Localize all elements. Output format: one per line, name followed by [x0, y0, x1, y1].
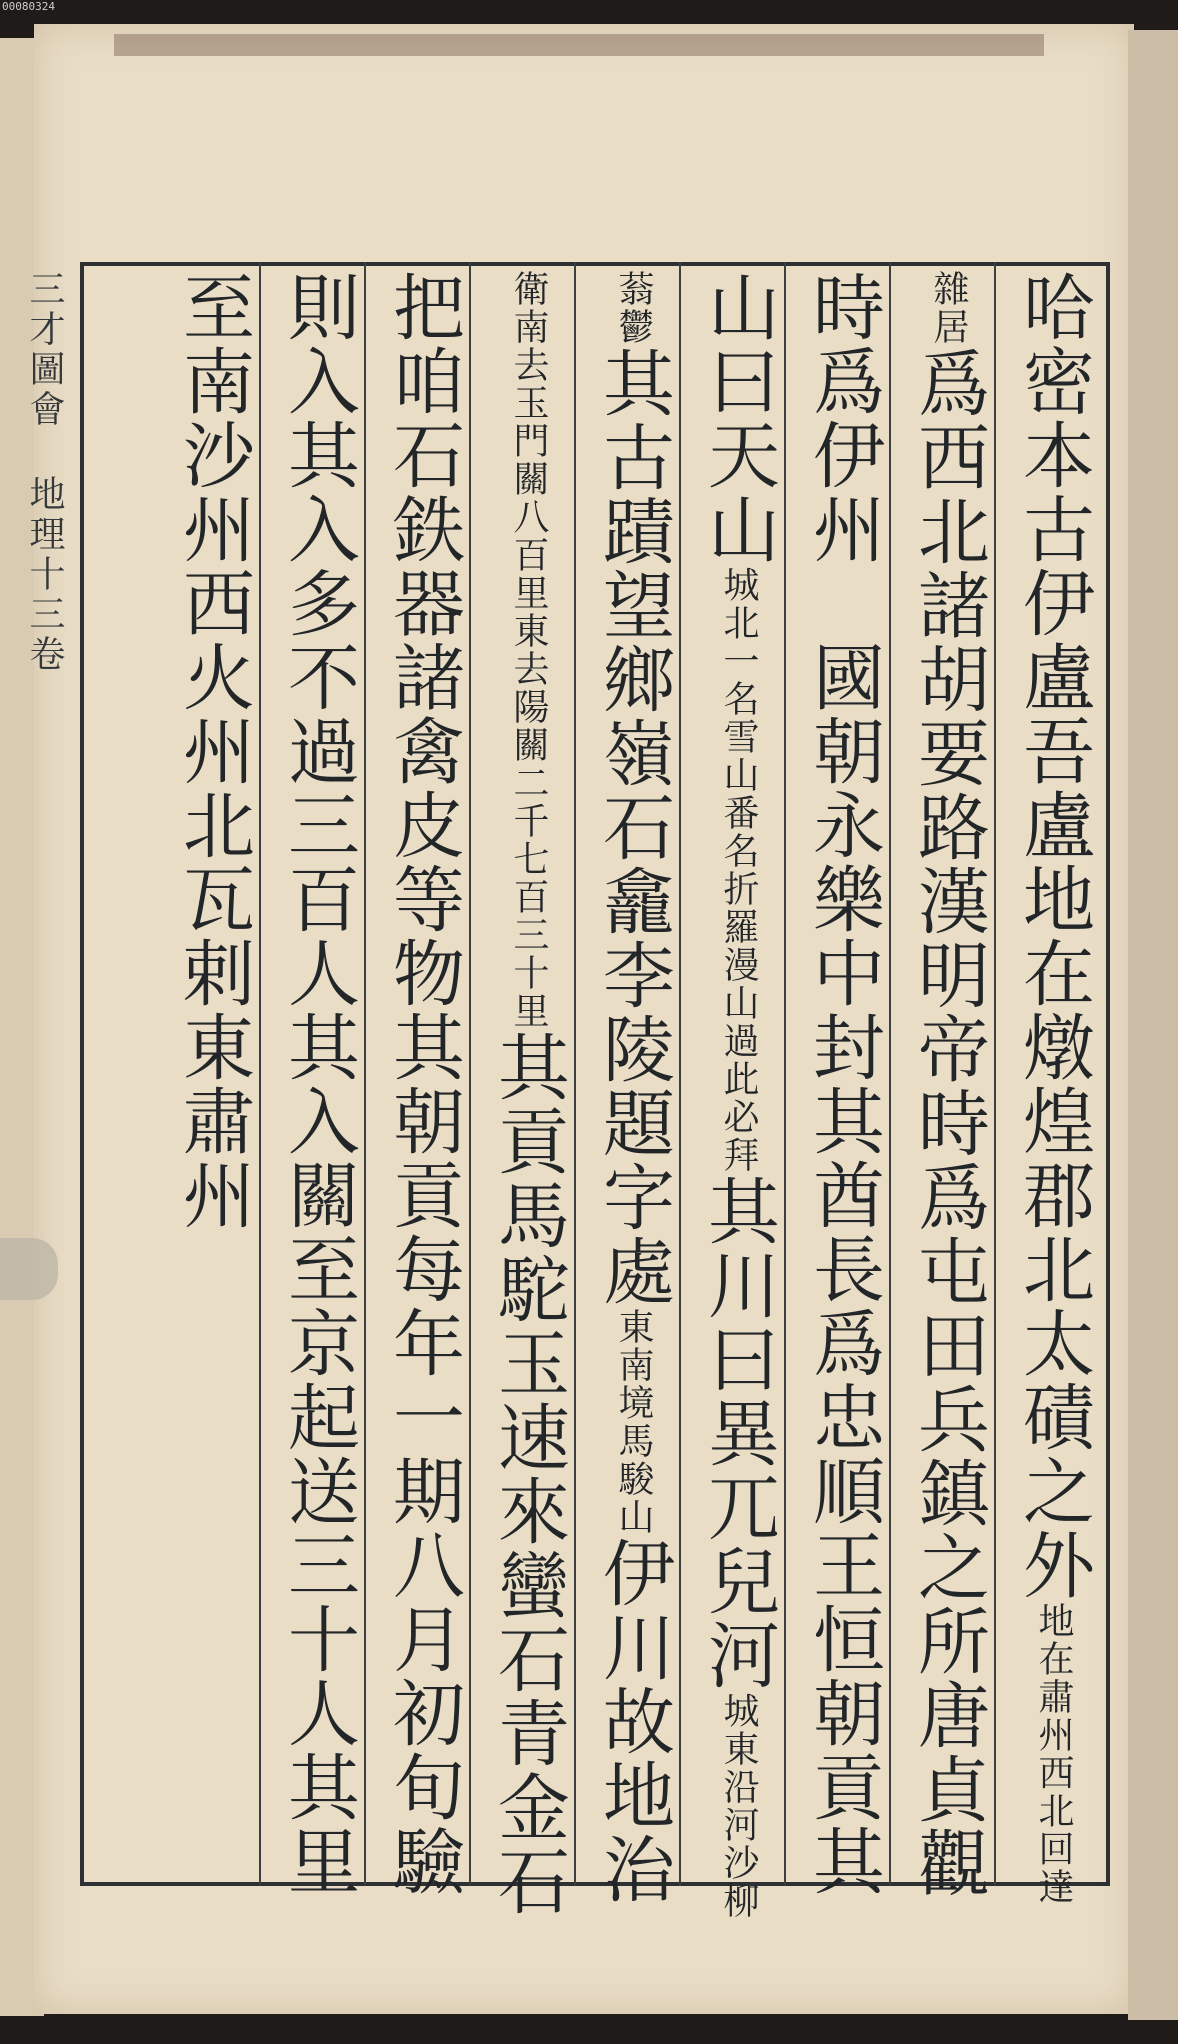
column-main-text: 至南沙州西火州北瓦剌東肅州: [171, 270, 255, 1232]
top-binding-strip: [114, 34, 1044, 56]
text-column-8: [275, 270, 361, 1898]
column-rule: [679, 262, 681, 1886]
text-column-4: [695, 270, 781, 1920]
column-note-text: 雜居: [928, 270, 969, 346]
column-main-text: 則入其入多不過三百人其入關至京起送三十人其里: [276, 270, 360, 1898]
column-main-text: 爲西北諸胡要路漢明帝時爲屯田兵鎮之所唐貞觀: [906, 346, 990, 1900]
text-column-2: [905, 270, 991, 1900]
column-main-text: 時爲伊州 國朝永樂中封其酋長爲忠順王恒朝貢其: [801, 270, 885, 1898]
column-rule: [994, 262, 996, 1886]
text-column-1: [1010, 270, 1096, 1906]
margin-title: 三才圖會 地理十三卷: [24, 270, 65, 675]
column-note-text: 地在肅州西北回達: [1033, 1602, 1074, 1906]
column-note-text: 城北一名雪山番名折羅漫山過此必拜: [718, 566, 759, 1174]
column-rule: [574, 262, 576, 1886]
column-rule: [469, 262, 471, 1886]
scan-id-label: 00080324: [2, 0, 55, 13]
right-page-edge: [1128, 30, 1178, 2020]
text-column-3: [800, 270, 886, 1898]
text-column-5: [590, 270, 676, 1906]
column-main-text: 其貢馬駝玉速來蠻石青金石: [486, 1030, 570, 1918]
column-main-text: 其古蹟望鄉嶺石龕李陵題字處: [591, 346, 675, 1308]
text-column-7: [380, 270, 466, 1898]
column-main-text: 把咱石鉄器諸禽皮等物其朝貢每年一期八月初旬驗: [381, 270, 465, 1898]
column-main-text: 哈密本古伊盧吾盧地在燉煌郡北太磧之外: [1011, 270, 1095, 1602]
column-rule: [784, 262, 786, 1886]
column-note-text: 衛南去玉門關八百里東去陽關二千七百三十里: [508, 270, 549, 1030]
text-column-9: [170, 270, 256, 1876]
column-main-text: 山曰天山: [696, 270, 780, 566]
column-note-text: 蓊鬱: [613, 270, 654, 346]
text-column-6: [485, 270, 571, 1918]
column-rule: [364, 262, 366, 1886]
column-rule: [259, 262, 261, 1886]
column-main-text: 伊川故地治: [591, 1536, 675, 1906]
column-note-text: 城東沿河沙柳: [718, 1692, 759, 1920]
column-rule: [889, 262, 891, 1886]
column-note-text: 東南境馬駿山: [613, 1308, 654, 1536]
column-main-text: 其川曰異兀兒河: [696, 1174, 780, 1692]
